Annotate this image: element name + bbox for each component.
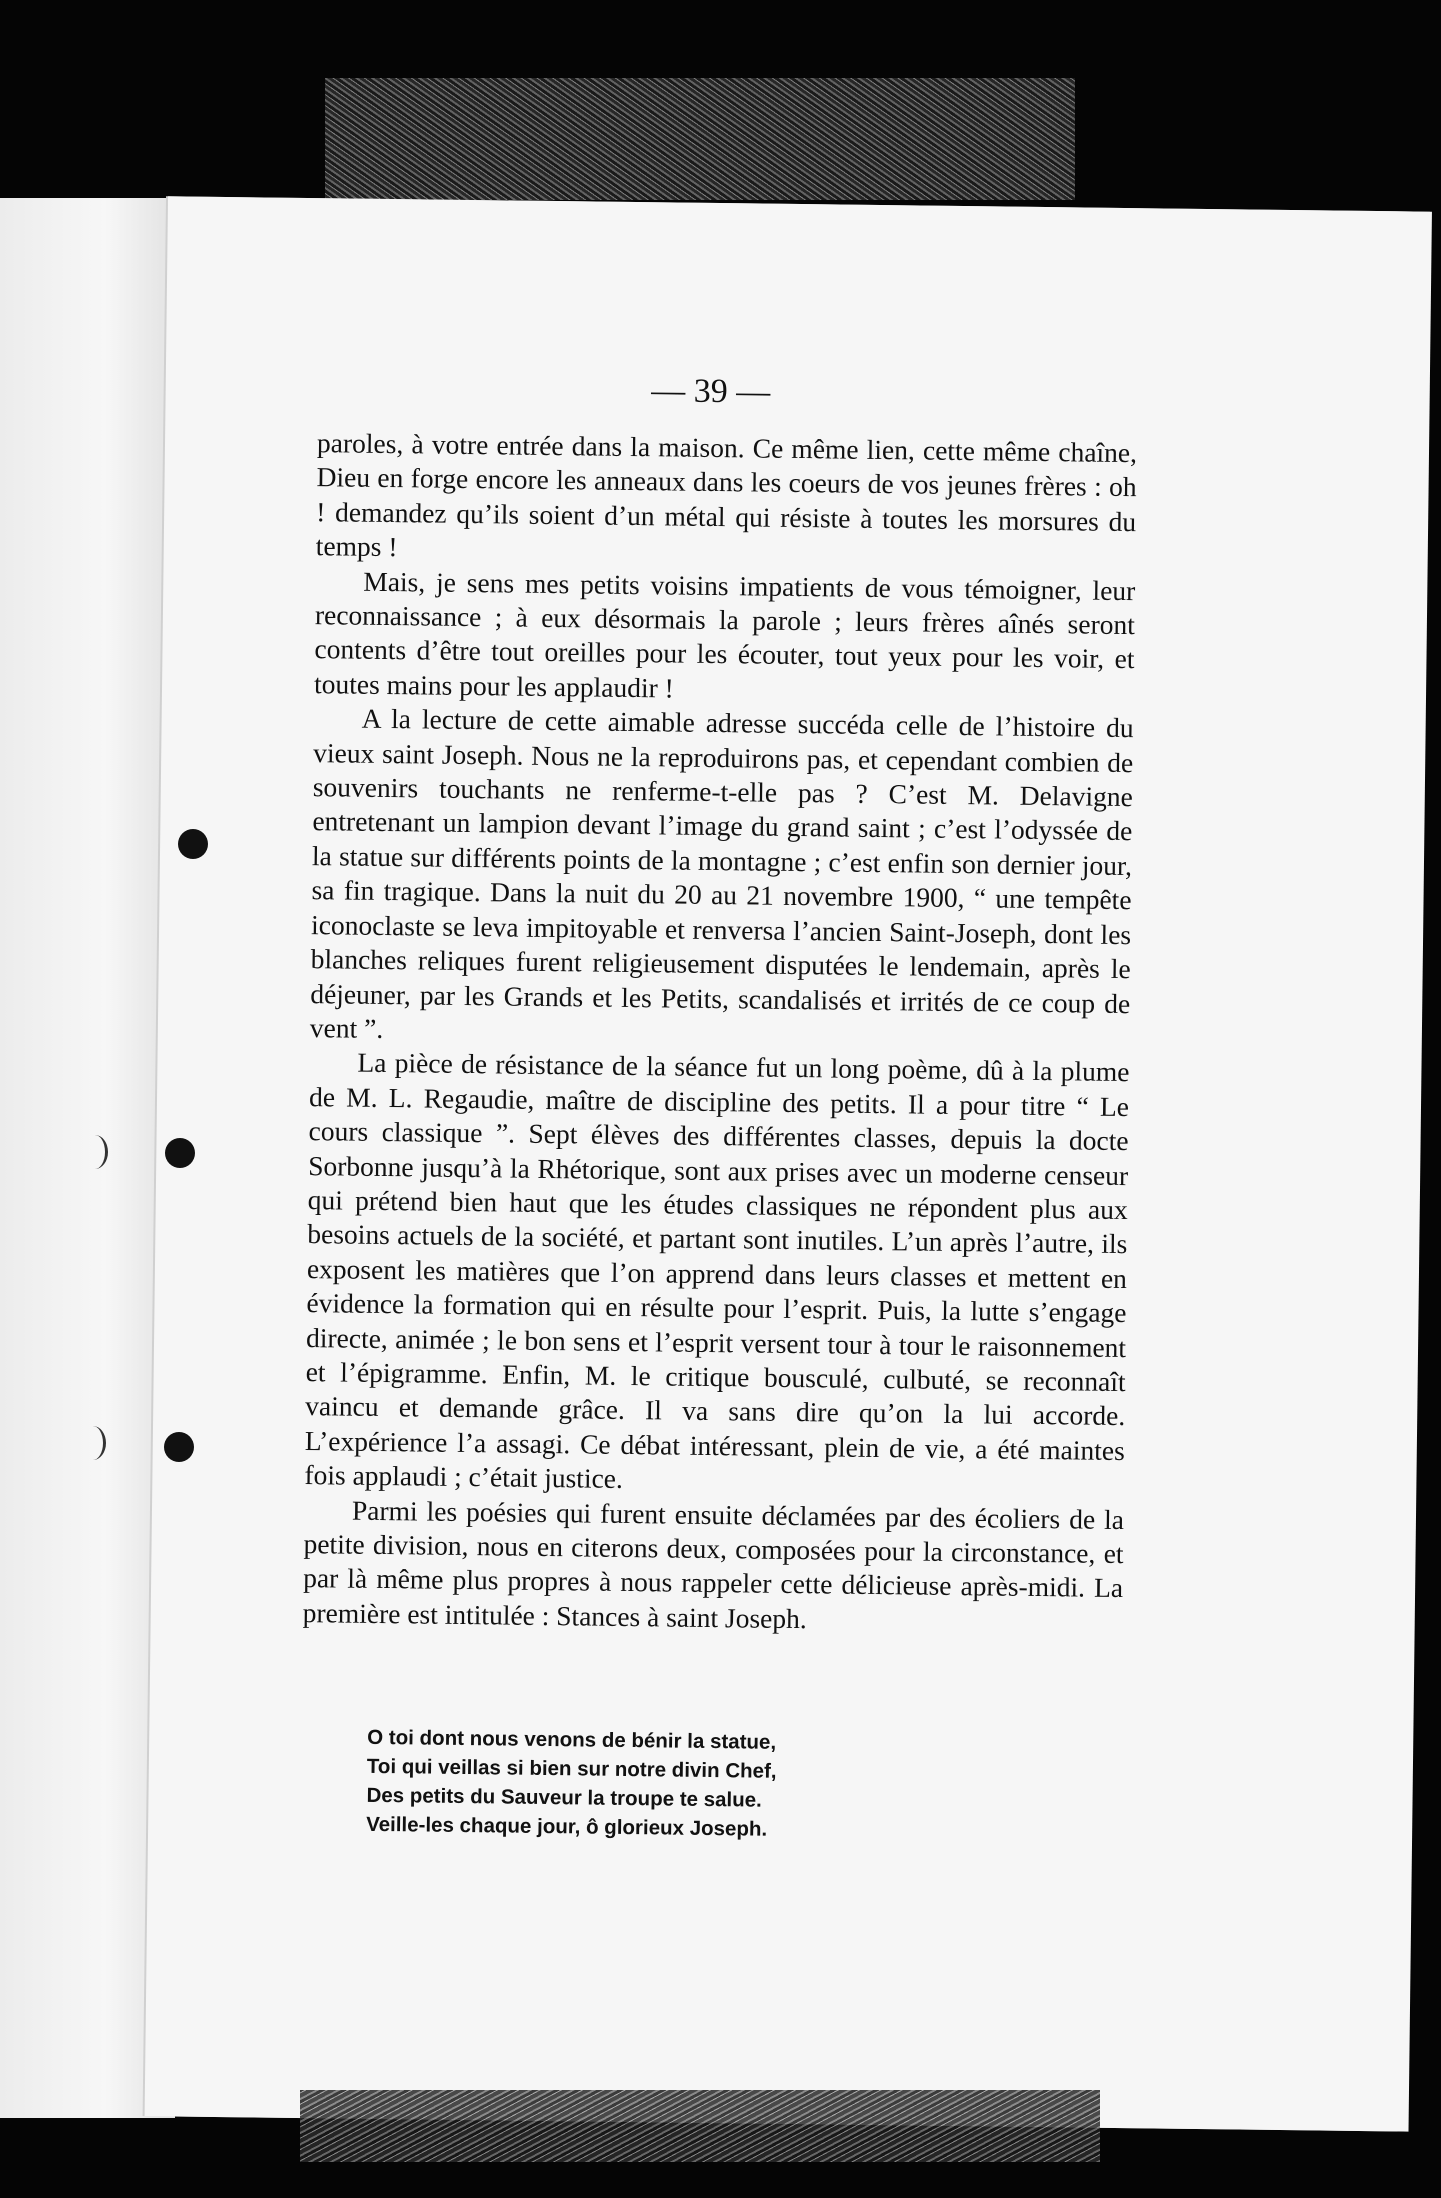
- book-page: [145, 196, 1432, 2131]
- poem-line: Des petits du Sauveur la troupe te salue.: [366, 1783, 762, 1812]
- binder-hole: [165, 1138, 195, 1168]
- poem-stanza: [366, 1723, 967, 1846]
- paragraph: A la lecture de cette aimable adresse succéda celle de l’histoire du vieux saint Joseph. Nous ne la reproduirons pas, et cependant combien de souvenirs touchants ne renferme-t-elle pas ? C’est M. Delavigne entretenant un lampion devant l’image du grand saint ; c’est l’odyssée de la statue sur différents points de la montagne ; c’est enfin son dernier jour, sa fin tragique. Dans la nuit du 20 au 21 novembre 1900, “ une tempête iconoclaste se leva impitoyable et renversa l’ancien Saint-Joseph, dont les blanches reliques furent religieusement disputées le lendemain, après le déjeuner, par les Grands et les Petits, scandalisés et irrités de ce coup de vent ”.: [309, 702, 1134, 1044]
- facing-page-hole-mark: [80, 1426, 106, 1460]
- scan-film-strip-top: [325, 78, 1075, 200]
- paragraph: La pièce de résistance de la séance fut un long poème, dû à la plume de M. L. Regaudie, maître de discipline des petits. Il a pour titre “ Le cours classique ”. Sept élèves des différentes classes, depuis la docte Sorbonne jusqu’à la Rhétorique, sont aux prises avec un moderne censeur qui prétend bien haut que les études classiques ne répondent plus aux besoins actuels de la société, et partant sont inutiles. L’un après l’autre, ils exposent les matières que l’on apprend dans leurs classes et mettent en évidence la formation qui en résulte pour l’esprit. Puis, la lutte s’engage directe, animée ; le bon sens et l’esprit versent tour à tour le raisonnement et l’épigramme. Enfin, M. le critique bousculé, culbuté, se reconnaît vaincu et demande grâce. Il va sans dire qu’on la lui accorde. L’expérience l’a assagi. Ce débat intéressant, plein de vie, a été maintes fois applaudi ; c’était justice.: [304, 1046, 1130, 1495]
- paragraph: paroles, à votre entrée dans la maison. Ce même lien, cette même chaîne, Dieu en forge encore les anneaux dans les coeurs de vos jeunes frères : oh ! demandez qu’ils soient d’un métal qui résiste à toutes les morsures du temps !: [315, 427, 1138, 563]
- scan-film-strip-bottom: [300, 2090, 1100, 2162]
- binder-hole: [178, 829, 208, 859]
- poem-line: O toi dont nous venons de bénir la statue,: [367, 1725, 777, 1754]
- facing-page-hole-mark: [82, 1135, 108, 1169]
- poem-line: Veille-les chaque jour, ô glorieux Joseph.: [366, 1812, 768, 1841]
- body-text: [303, 426, 1138, 1640]
- binder-hole: [164, 1432, 194, 1462]
- paragraph: Mais, je sens mes petits voisins impatients de vous témoigner, leur reconnaissance ; à eux désormais la parole ; leurs frères aînés seront contents d’être tout oreilles pour les écouter, tout yeux pour les voir, et toutes mains pour les applaudir !: [313, 565, 1136, 704]
- poem-line: Toi qui veillas si bien sur notre divin Chef,: [366, 1754, 777, 1783]
- page-number: — 39 —: [650, 372, 771, 411]
- paragraph: Parmi les poésies qui furent ensuite déclamées par des écoliers de la petite division, nous en citerons deux, composées pour la circonstance, et par là même plus propres à nous rappeler cette délicieuse après-midi. La première est intitulée : Stances à saint Joseph.: [302, 1494, 1125, 1634]
